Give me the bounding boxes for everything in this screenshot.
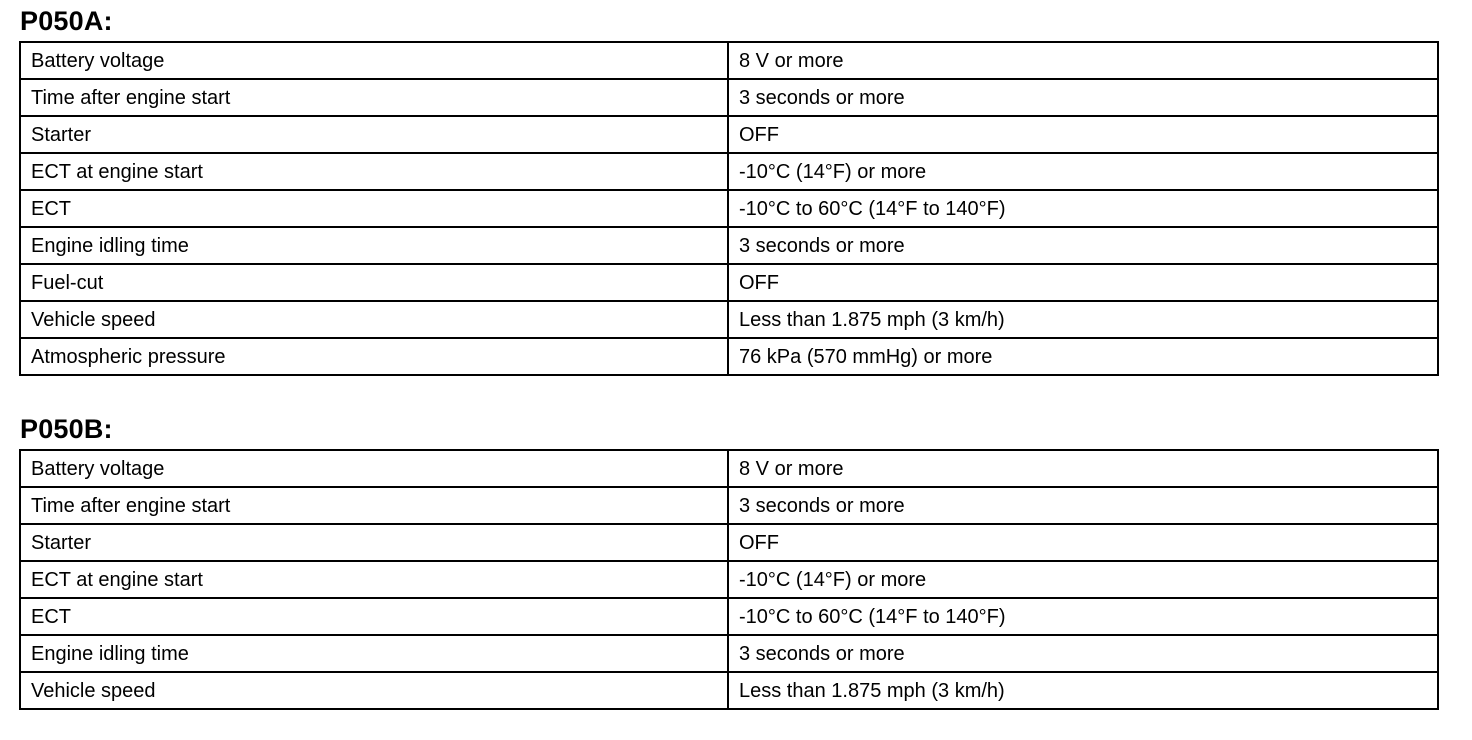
condition-cell: Vehicle speed (20, 672, 728, 709)
section-title-p050b: P050B: (20, 414, 113, 444)
value-cell: OFF (728, 116, 1438, 153)
conditions-table-p050b (19, 449, 1439, 710)
table-row (20, 301, 1438, 338)
value-cell: 8 V or more (728, 450, 1438, 487)
condition-cell: Engine idling time (20, 227, 728, 264)
value-cell: 3 seconds or more (728, 487, 1438, 524)
value-cell: 76 kPa (570 mmHg) or more (728, 338, 1438, 375)
condition-cell: Battery voltage (20, 42, 728, 79)
table-row (20, 487, 1438, 524)
table-row (20, 450, 1438, 487)
value-cell: OFF (728, 264, 1438, 301)
table-row (20, 153, 1438, 190)
table-row (20, 338, 1438, 375)
table-row (20, 79, 1438, 116)
condition-cell: ECT (20, 598, 728, 635)
table-row (20, 561, 1438, 598)
table-row (20, 42, 1438, 79)
table-row (20, 264, 1438, 301)
table-row (20, 190, 1438, 227)
table-row (20, 227, 1438, 264)
condition-cell: Time after engine start (20, 487, 728, 524)
conditions-table-p050a (19, 41, 1439, 376)
value-cell: Less than 1.875 mph (3 km/h) (728, 672, 1438, 709)
value-cell: -10°C to 60°C (14°F to 140°F) (728, 598, 1438, 635)
value-cell: 3 seconds or more (728, 227, 1438, 264)
condition-cell: ECT at engine start (20, 153, 728, 190)
condition-cell: Atmospheric pressure (20, 338, 728, 375)
value-cell: Less than 1.875 mph (3 km/h) (728, 301, 1438, 338)
condition-cell: Engine idling time (20, 635, 728, 672)
table-row (20, 635, 1438, 672)
table-row (20, 524, 1438, 561)
value-cell: 8 V or more (728, 42, 1438, 79)
value-cell: -10°C (14°F) or more (728, 561, 1438, 598)
section-title-p050a: P050A: (20, 6, 113, 36)
value-cell: OFF (728, 524, 1438, 561)
value-cell: -10°C (14°F) or more (728, 153, 1438, 190)
condition-cell: ECT at engine start (20, 561, 728, 598)
condition-cell: Starter (20, 524, 728, 561)
table-row (20, 598, 1438, 635)
value-cell: 3 seconds or more (728, 79, 1438, 116)
condition-cell: Time after engine start (20, 79, 728, 116)
value-cell: -10°C to 60°C (14°F to 140°F) (728, 190, 1438, 227)
condition-cell: Vehicle speed (20, 301, 728, 338)
value-cell: 3 seconds or more (728, 635, 1438, 672)
condition-cell: Starter (20, 116, 728, 153)
table-row (20, 672, 1438, 709)
condition-cell: Battery voltage (20, 450, 728, 487)
condition-cell: ECT (20, 190, 728, 227)
condition-cell: Fuel-cut (20, 264, 728, 301)
table-row (20, 116, 1438, 153)
